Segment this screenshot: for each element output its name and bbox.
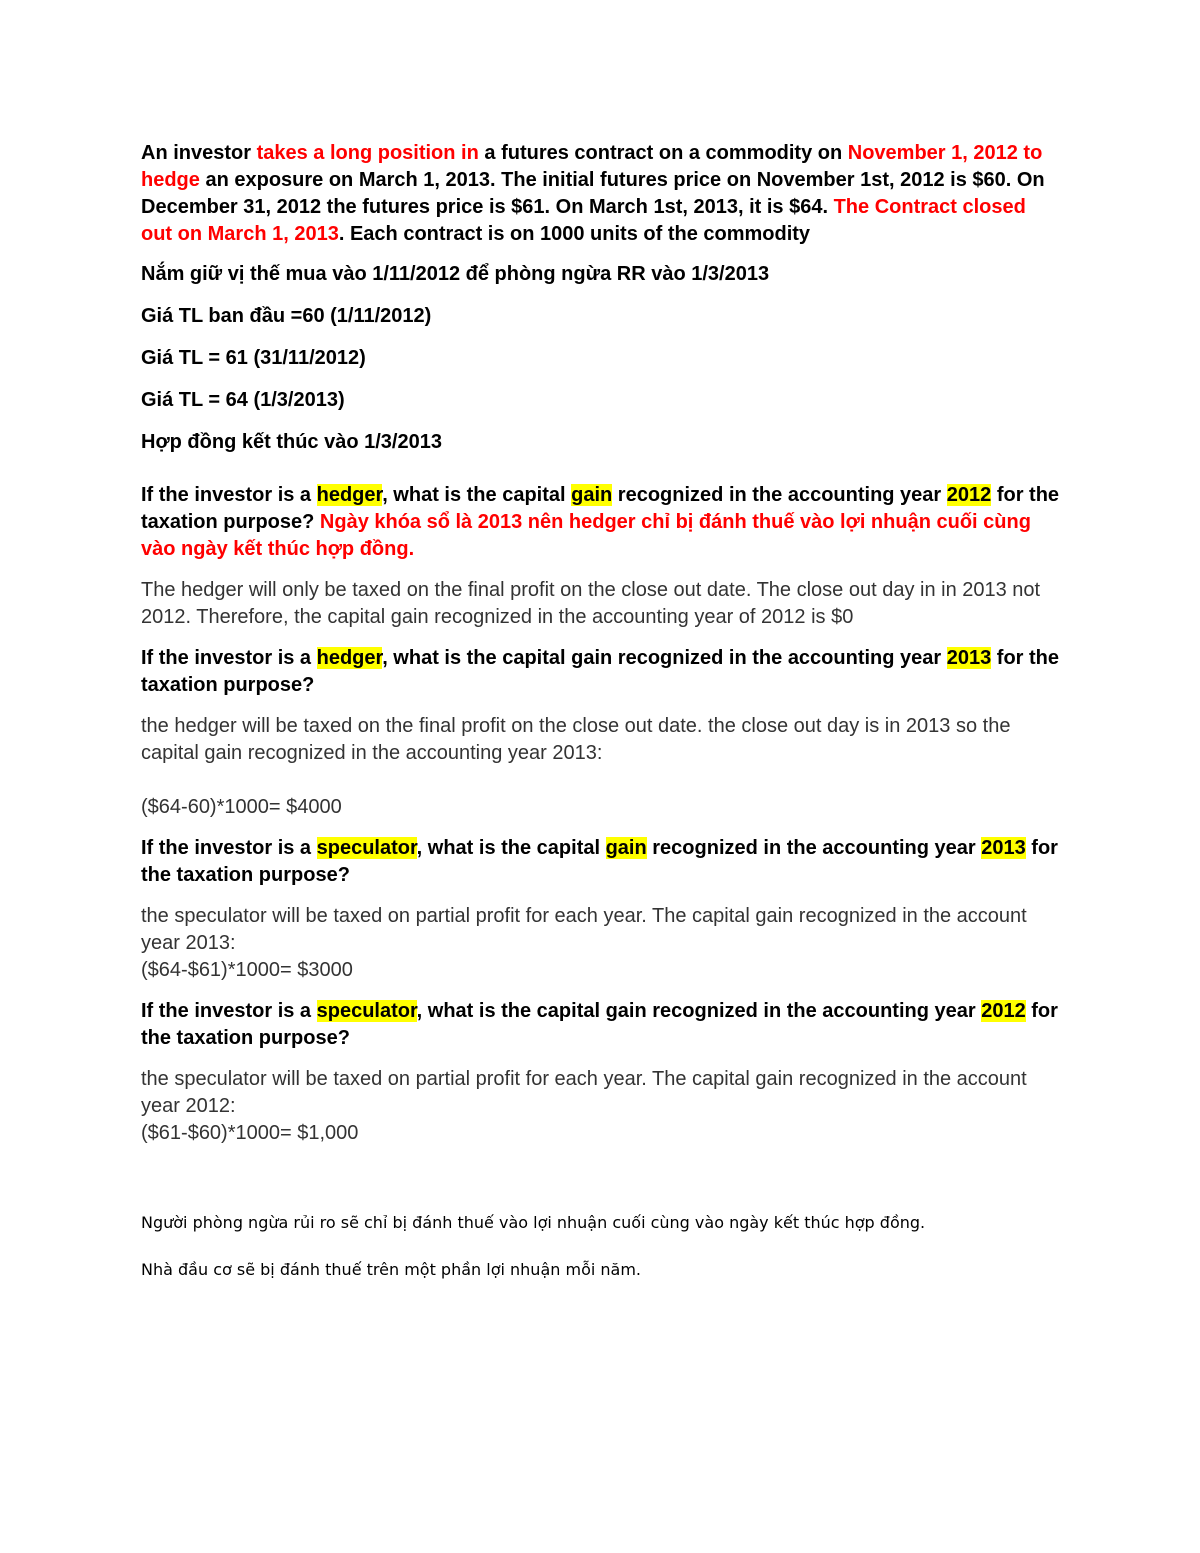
highlight-gain: gain xyxy=(605,837,647,859)
intro-red-text: The Contract closed out on March 1, 2013 xyxy=(141,196,1026,245)
note-line: Hợp đồng kết thúc vào 1/3/2013 xyxy=(141,431,442,453)
answer-4: the speculator will be taxed on partial profit for each year. The capital gain recognized in the account year 2012: xyxy=(141,1068,1027,1117)
highlight-role: speculator xyxy=(316,1000,417,1022)
intro-text: An investor xyxy=(141,142,257,164)
document-body xyxy=(141,140,1061,1281)
highlight-year: 2012 xyxy=(946,484,992,506)
intro-text: . Each contract is on 1000 units of the commodity xyxy=(338,223,811,245)
answer-2: the hedger will be taxed on the final profit on the close out date. the close out day is in 2013 so the capital gain recognized in the accounting year 2013: xyxy=(141,715,1011,764)
highlight-role: hedger xyxy=(316,647,383,669)
highlight-year: 2013 xyxy=(981,837,1026,859)
intro-text: an exposure on March 1, 2013. The initial futures price on November 1st, 2012 is $60. On December 31, 2012 the futures price is $61. On March 1st, 2013, it is $64. xyxy=(141,169,1045,218)
intro-red-text: November 1, 2012 to hedge xyxy=(141,142,1043,191)
question-1: If the investor is a hedger, what is the capital gain recognized in the accounting year 2012 for the taxation purpose? Ngày khóa sổ là 2013 nên hedger chỉ bị đánh thuế vào lợi nhuận cuối cùng vào ngày kết thúc hợp đồng. xyxy=(141,484,1060,560)
question-4: If the investor is a speculator, what is the capital gain recognized in the accounting year 2012 for the taxation purpose? xyxy=(141,1000,1058,1049)
question-2: If the investor is a hedger, what is the capital gain recognized in the accounting year 2013 for the taxation purpose? xyxy=(141,647,1060,696)
highlight-role: hedger xyxy=(316,484,383,506)
question-3: If the investor is a speculator, what is the capital gain recognized in the accounting year 2013 for the taxation purpose? xyxy=(141,837,1058,886)
intro-text: a futures contract on a commodity on xyxy=(478,142,848,164)
answer-3: the speculator will be taxed on partial profit for each year. The capital gain recognized in the account year 2013: xyxy=(141,905,1027,954)
summary-hedger: Người phòng ngừa rủi ro sẽ chỉ bị đánh thuế vào lợi nhuận cuối cùng vào ngày kết thúc hợp đồng. xyxy=(141,1213,926,1232)
note-line: Giá TL = 61 (31/11/2012) xyxy=(141,347,366,369)
note-line: Nắm giữ vị thế mua vào 1/11/2012 để phòng ngừa RR vào 1/3/2013 xyxy=(141,263,770,285)
highlight-year: 2012 xyxy=(981,1000,1026,1022)
note-line: Giá TL ban đầu =60 (1/11/2012) xyxy=(141,305,432,327)
highlight-role: speculator xyxy=(316,837,417,859)
answer-3-calc: ($64-$61)*1000= $3000 xyxy=(141,959,353,981)
summary-speculator: Nhà đầu cơ sẽ bị đánh thuế trên một phần lợi nhuận mỗi năm. xyxy=(141,1260,641,1279)
highlight-year: 2013 xyxy=(946,647,992,669)
answer-1: The hedger will only be taxed on the final profit on the close out date. The close out day in in 2013 not 2012. Therefore, the capital gain recognized in the accounting year of 2012 is $0 xyxy=(141,579,1041,628)
answer-2-calc: ($64-60)*1000= $4000 xyxy=(141,796,342,818)
highlight-gain: gain xyxy=(571,484,613,506)
intro-red-text: takes a long position in xyxy=(256,142,479,164)
answer-4-calc: ($61-$60)*1000= $1,000 xyxy=(141,1122,359,1144)
note-line: Giá TL = 64 (1/3/2013) xyxy=(141,389,345,411)
question-1-vn-note: Ngày khóa sổ là 2013 nên hedger chỉ bị đánh thuế vào lợi nhuận cuối cùng vào ngày kết thúc hợp đồng. xyxy=(141,511,1031,560)
problem-statement xyxy=(141,140,1061,248)
